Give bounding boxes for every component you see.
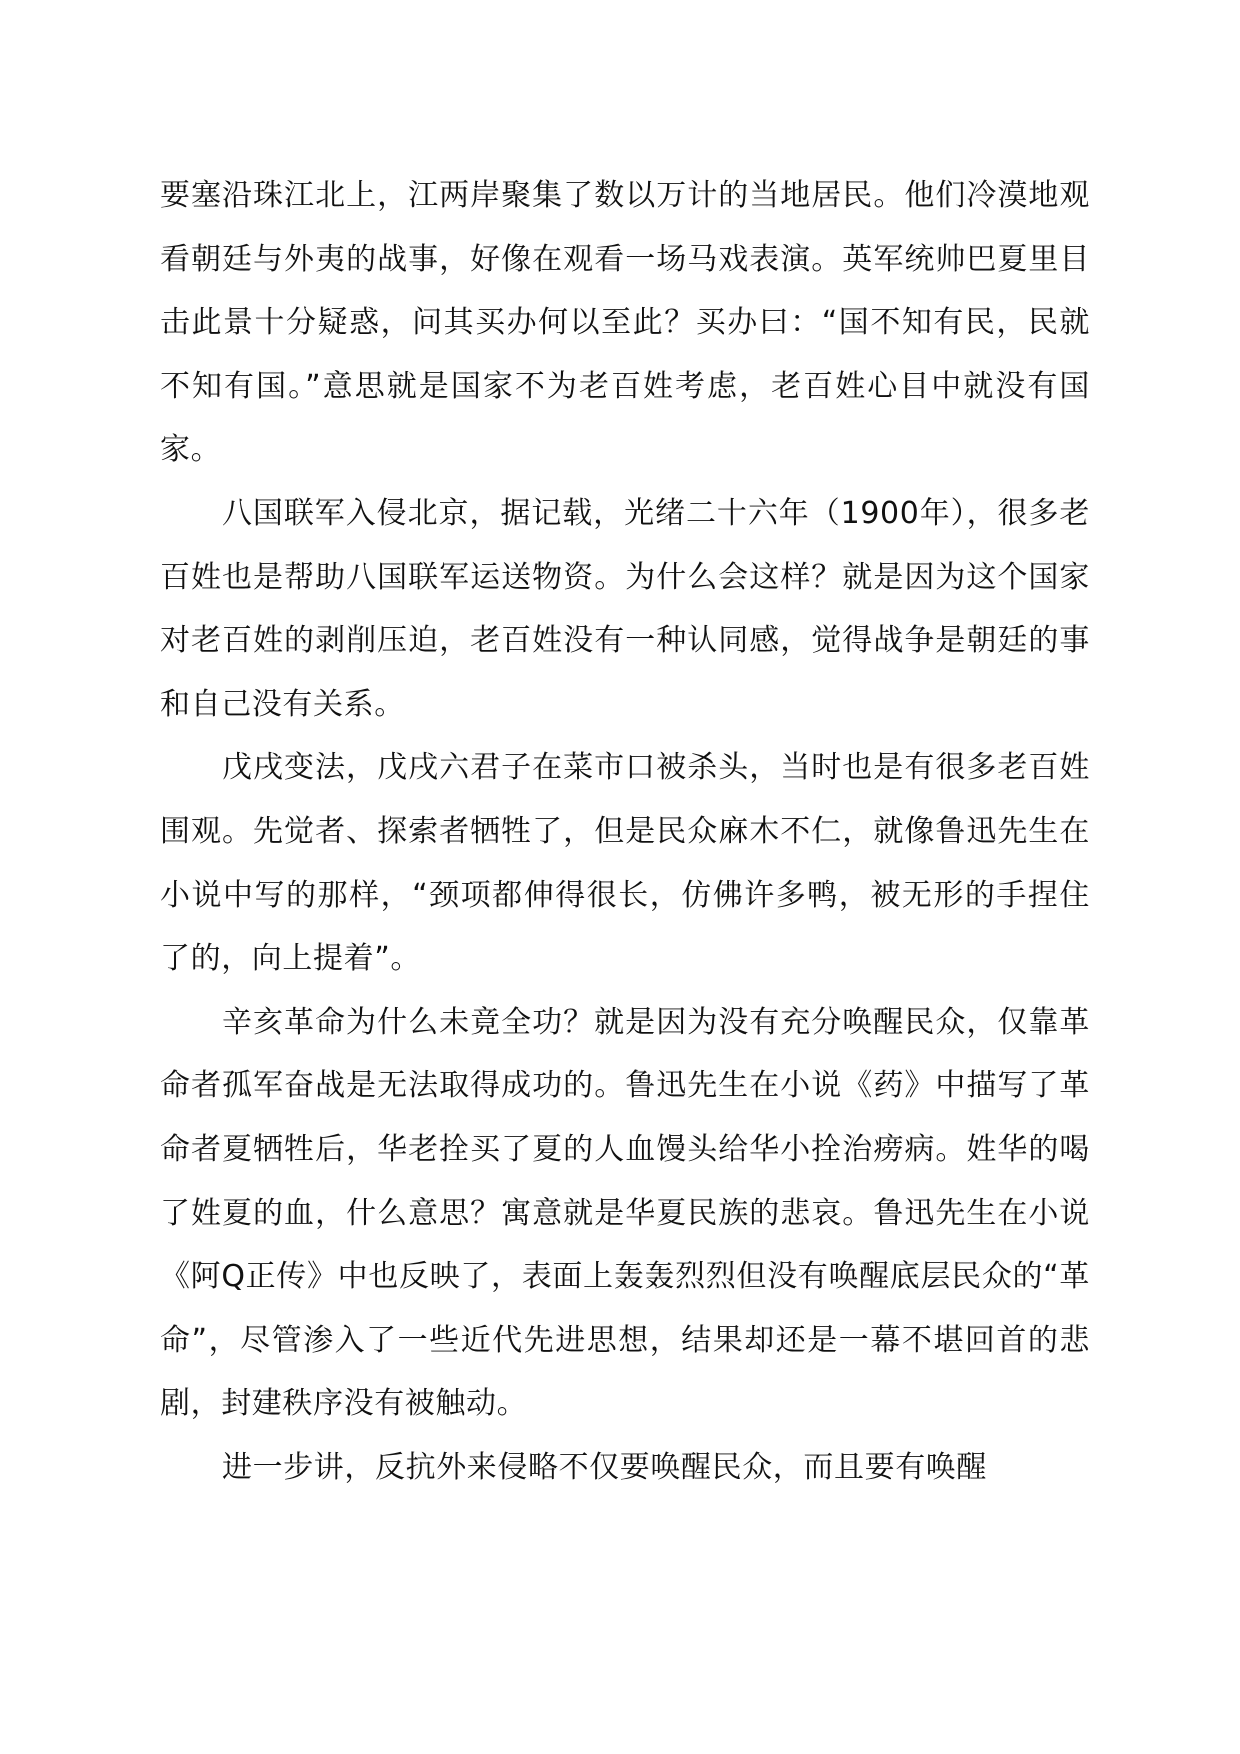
paragraph-4: 辛亥革命为什么未竟全功？就是因为没有充分唤醒民众，仅靠革命者孤军奋战是无法取得成功的。鲁迅先生在小说《药》中描写了革命者夏牺牲后，华老拴买了夏的人血馒头给华小拴治痨病。姓华的喝了姓夏的血，什么意思？寓意就是华夏民族的悲哀。鲁迅先生在小说《阿Q正传》中也反映了，表面上轰轰烈烈但没有唤醒底层民众的“革命”，尽管渗入了一些近代先进思想，结果却还是一幕不堪回首的悲剧，封建秩序没有被触动。 <box>160 1004 1090 1422</box>
paragraph-3: 戊戌变法，戊戌六君子在菜市口被杀头，当时也是有很多老百姓围观。先觉者、探索者牺牲了，但是民众麻木不仁，就像鲁迅先生在小说中写的那样，“颈项都伸得很长，仿佛许多鸭，被无形的手捏住了的，向上提着”。 <box>160 750 1090 977</box>
body-text <box>160 164 1090 1499</box>
paragraph-2: 八国联军入侵北京，据记载，光绪二十六年（1900年），很多老百姓也是帮助八国联军运送物资。为什么会这样？就是因为这个国家对老百姓的剥削压迫，老百姓没有一种认同感，觉得战争是朝廷的事和自己没有关系。 <box>160 495 1090 722</box>
paragraph-5: 进一步讲，反抗外来侵略不仅要唤醒民众，而且要有唤醒 <box>222 1449 987 1485</box>
paragraph-1: 要塞沿珠江北上，江两岸聚集了数以万计的当地居民。他们冷漠地观看朝廷与外夷的战事，好像在观看一场马戏表演。英军统帅巴夏里目击此景十分疑惑，问其买办何以至此？买办曰：“国不知有民，民就不知有国。”意思就是国家不为老百姓考虑，老百姓心目中就没有国家。 <box>160 178 1090 468</box>
